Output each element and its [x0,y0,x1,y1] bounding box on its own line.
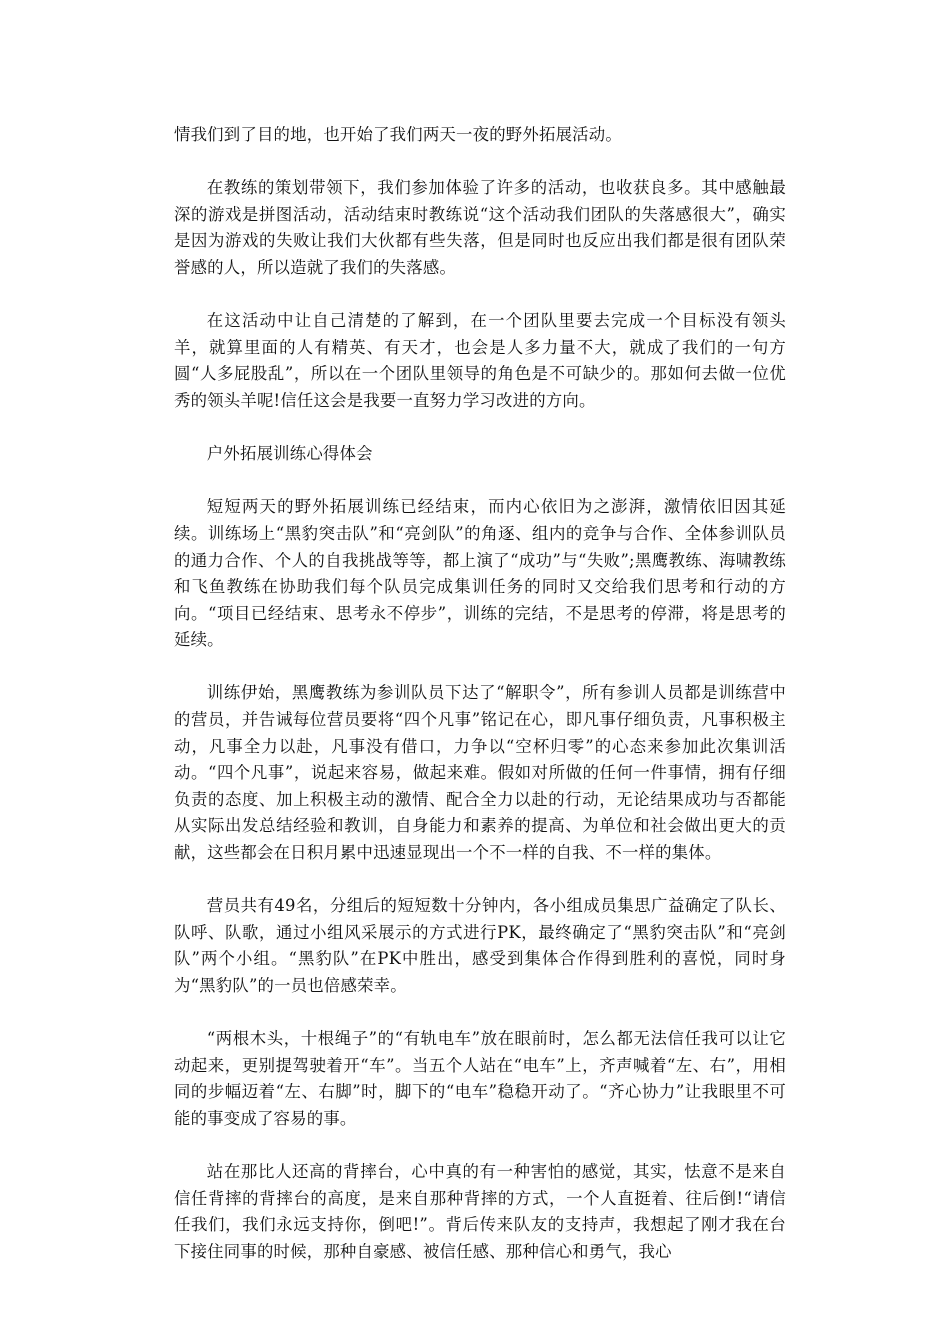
paragraph-7: “两根木头，十根绳子”的“有轨电车”放在眼前时，怎么都无法信任我可以让它动起来，更别提驾驶着开“车”。当五个人站在“电车”上，齐声喊着“左、右”，用相同的步幅迈着“左、右脚”时，脚下的“电车”稳稳开动了。“齐心协力”让我眼里不可能的事变成了容易的事。 [174,1029,786,1128]
paragraph-4: 短短两天的野外拓展训练已经结束，而内心依旧为之澎湃，激情依旧因其延续。训练场上“黑豹突击队”和“亮剑队”的角逐、组内的竞争与合作、全体参训队员的通力合作、个人的自我挑战等等，都上演了“成功”与“失败”;黑鹰教练、海啸教练和飞鱼教练在协助我们每个队员完成集训任务的同时又交给我们思考和行动的方向。“项目已经结束、思考永不停步”，训练的完结，不是思考的停滞，将是思考的延续。 [174,497,786,650]
section-heading: 户外拓展训练心得体会 [206,444,373,464]
paragraph-5: 训练伊始，黑鹰教练为参训队员下达了“解职令”，所有参训人员都是训练营中的营员，并告诫每位营员要将“四个凡事”铭记在心，即凡事仔细负责，凡事积极主动，凡事全力以赴，凡事没有借口，力争以“空杯归零”的心态来参加此次集训活动。“四个凡事”，说起来容易，做起来难。假如对所做的任何一件事情，拥有仔细负责的态度、加上积极主动的激情、配合全力以赴的行动，无论结果成功与否都能从实际出发总结经验和教训，自身能力和素养的提高、为单位和社会做出更大的贡献，这些都会在日积月累中迅速显现出一个不一样的自我、不一样的集体。 [174,683,786,863]
paragraph-8: 站在那比人还高的背摔台，心中真的有一种害怕的感觉，其实，怯意不是来自信任背摔的背摔台的高度，是来自那种背摔的方式，一个人直挺着、往后倒!“请信任我们，我们永远支持你，倒吧!”。背后传来队友的支持声，我想起了刚才我在台下接住同事的时候，那种自豪感、被信任感、那种信心和勇气，我心 [174,1162,786,1261]
document-body [174,122,786,1292]
paragraph-2: 在教练的策划带领下，我们参加体验了许多的活动，也收获良多。其中感触最深的游戏是拼图活动，活动结束时教练说“这个活动我们团队的失落感很大”，确实是因为游戏的失败让我们大伙都有些失落，但是同时也反应出我们都是很有团队荣誉感的人，所以造就了我们的失落感。 [174,178,786,277]
paragraph-6: 营员共有49名，分组后的短短数十分钟内，各小组成员集思广益确定了队长、队呼、队歌，通过小组风采展示的方式进行PK，最终确定了“黑豹突击队”和“亮剑队”两个小组。“黑豹队”在PK中胜出，感受到集体合作得到胜利的喜悦，同时身为“黑豹队”的一员也倍感荣幸。 [174,896,786,995]
paragraph-3: 在这活动中让自己清楚的了解到，在一个团队里要去完成一个目标没有领头羊，就算里面的人有精英、有天才，也会是人多力量不大，就成了我们的一句方圆“人多屁股乱”，所以在一个团队里领导的角色是不可缺少的。那如何去做一位优秀的领头羊呢!信任这会是我要一直努力学习改进的方向。 [174,311,786,410]
paragraph-1: 情我们到了目的地，也开始了我们两天一夜的野外拓展活动。 [174,125,622,144]
